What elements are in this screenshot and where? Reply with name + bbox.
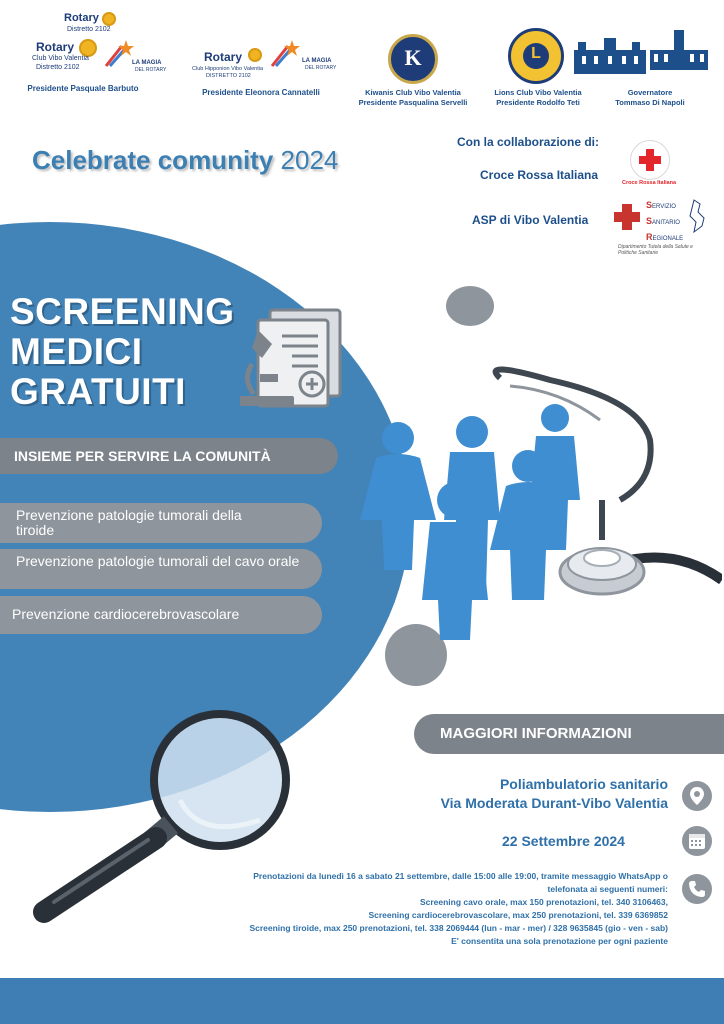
club4-line1: Lions Club Vibo Valentia	[494, 88, 582, 97]
partner-cri: Croce Rossa Italiana	[480, 168, 599, 182]
lions-logo-icon	[508, 28, 564, 84]
distretto-top: Distretto 2102	[67, 26, 111, 33]
ssr-logo	[612, 196, 712, 244]
red-cross-icon	[630, 140, 670, 180]
location-pin-icon	[682, 781, 712, 811]
collab-heading: Con la collaborazione di:	[457, 135, 600, 149]
item-pill-2	[0, 549, 322, 589]
club-line1: Club Hipponion Vibo Valentia	[192, 66, 264, 72]
document-microscope-icon	[236, 304, 346, 414]
magia-sub: DEL ROTARY	[135, 67, 167, 73]
club-line2: DISTRETTO 2102	[206, 73, 251, 79]
celebrate-main: Celebrate comunity	[32, 145, 274, 175]
kiwanis-logo-icon	[388, 34, 438, 84]
ssr-line2: SANITARIO	[646, 216, 680, 226]
red-cross-h	[639, 156, 661, 164]
item-text-2: Prevenzione patologie tumorali del cavo orale	[16, 553, 300, 569]
booking-line1: Prenotazioni da lunedì 16 a sabato 21 settembre, dalle 15:00 alle 19:00, tramite messaggio WhatsApp o	[253, 871, 668, 881]
ssr-line1: SERVIZIO	[646, 200, 676, 210]
magia-sub: DEL ROTARY	[305, 65, 337, 71]
partner-asp: ASP di Vibo Valentia	[472, 213, 589, 227]
ssr-line3: REGIONALE	[646, 232, 684, 242]
item-pill-3	[0, 596, 322, 634]
header	[0, 0, 724, 112]
booking-line3: Screening cavo orale, max 150 prenotazioni, tel. 340 3106463,	[419, 897, 668, 907]
rotary-top-word: Rotary	[64, 12, 99, 24]
president-2: Presidente Eleonora Cannatelli	[202, 88, 320, 97]
club3-line2: Presidente Pasqualina Servelli	[358, 98, 468, 107]
rotary-word: Rotary	[36, 40, 75, 54]
calendar-glyph	[682, 826, 712, 856]
booking-line5: Screening tiroide, max 250 prenotazioni, tel. 338 2069444 (lun - mar - mer) / 328 9635845 (gio - ven - sab)	[249, 923, 668, 933]
info-address	[300, 775, 668, 813]
magia-label: LA MAGIA	[302, 58, 332, 64]
rotary-gear-icon	[102, 12, 116, 26]
tower-skyline-icon	[650, 30, 708, 74]
kiwanis-k: K	[404, 45, 422, 70]
item-text-1: Prevenzione patologie tumorali della tiroide	[16, 507, 242, 538]
grey-dot-top	[446, 286, 494, 326]
footer-bar	[0, 978, 724, 1024]
hero-line1: SCREENING	[10, 291, 235, 332]
calabria-map-icon	[686, 198, 708, 234]
info-heading-pill	[414, 714, 724, 754]
ssr-caption: Dipartimento Tutela della Salute e Politiche Sanitarie	[618, 244, 693, 256]
info-date: 22 Settembre 2024	[502, 833, 625, 849]
club-line2: Distretto 2102	[36, 64, 80, 71]
info-place: Poliambulatorio sanitario	[499, 776, 668, 792]
cri-logo-caption: Croce Rossa Italiana	[622, 180, 677, 186]
booking-line4: Screening cardiocerebrovascolare, max 250 prenotazioni, tel. 339 6369852	[368, 910, 668, 920]
booking-line6: E' consentita una sola prenotazione per ogni paziente	[451, 936, 668, 946]
rotary-hipponion-logo	[190, 36, 340, 81]
magia-label: LA MAGIA	[132, 60, 162, 66]
celebrate-title	[32, 145, 338, 176]
celebrate-year: 2024	[280, 145, 339, 175]
calendar-icon	[682, 826, 712, 856]
ssr-cross-h	[614, 212, 640, 222]
phone-icon	[682, 874, 712, 904]
item-pill-1	[0, 503, 322, 543]
president-1: Presidente Pasquale Barbuto	[27, 84, 139, 93]
lions-l: L	[531, 45, 541, 62]
rotary-gear-icon	[248, 48, 262, 62]
people-figures-icon	[350, 350, 722, 640]
info-street: Via Moderata Durant-Vibo Valentia	[440, 795, 668, 811]
hero-title	[10, 292, 234, 412]
club3-line1: Kiwanis Club Vibo Valentia	[365, 88, 461, 97]
club-line1: Club Vibo Valentia	[32, 55, 89, 62]
club5-line1: Governatore	[627, 88, 673, 97]
club4-line2: Presidente Rodolfo Teti	[496, 98, 580, 107]
ssr-text	[646, 198, 683, 246]
castle-skyline-icon	[574, 38, 646, 74]
rotary-word: Rotary	[204, 50, 243, 64]
tagline-pill	[0, 438, 338, 474]
hero-line3: GRATUITI	[10, 371, 186, 412]
booking-info	[120, 870, 668, 948]
hero-line2: MEDICI	[10, 331, 143, 372]
phone-glyph	[682, 874, 712, 904]
booking-line2: telefonata ai seguenti numeri:	[547, 884, 668, 894]
item-text-3: Prevenzione cardiocerebrovascolare	[12, 606, 240, 622]
tagline-text: INSIEME PER SERVIRE LA COMUNITÀ	[14, 448, 271, 464]
magia-star-icon	[270, 38, 302, 68]
rotary-vibo-logo	[22, 10, 167, 80]
ssr-cross-icon	[614, 204, 640, 230]
location-pin-glyph	[682, 781, 712, 811]
info-heading: MAGGIORI INFORMAZIONI	[440, 725, 632, 742]
club5-line2: Tommaso Di Napoli	[615, 98, 685, 107]
